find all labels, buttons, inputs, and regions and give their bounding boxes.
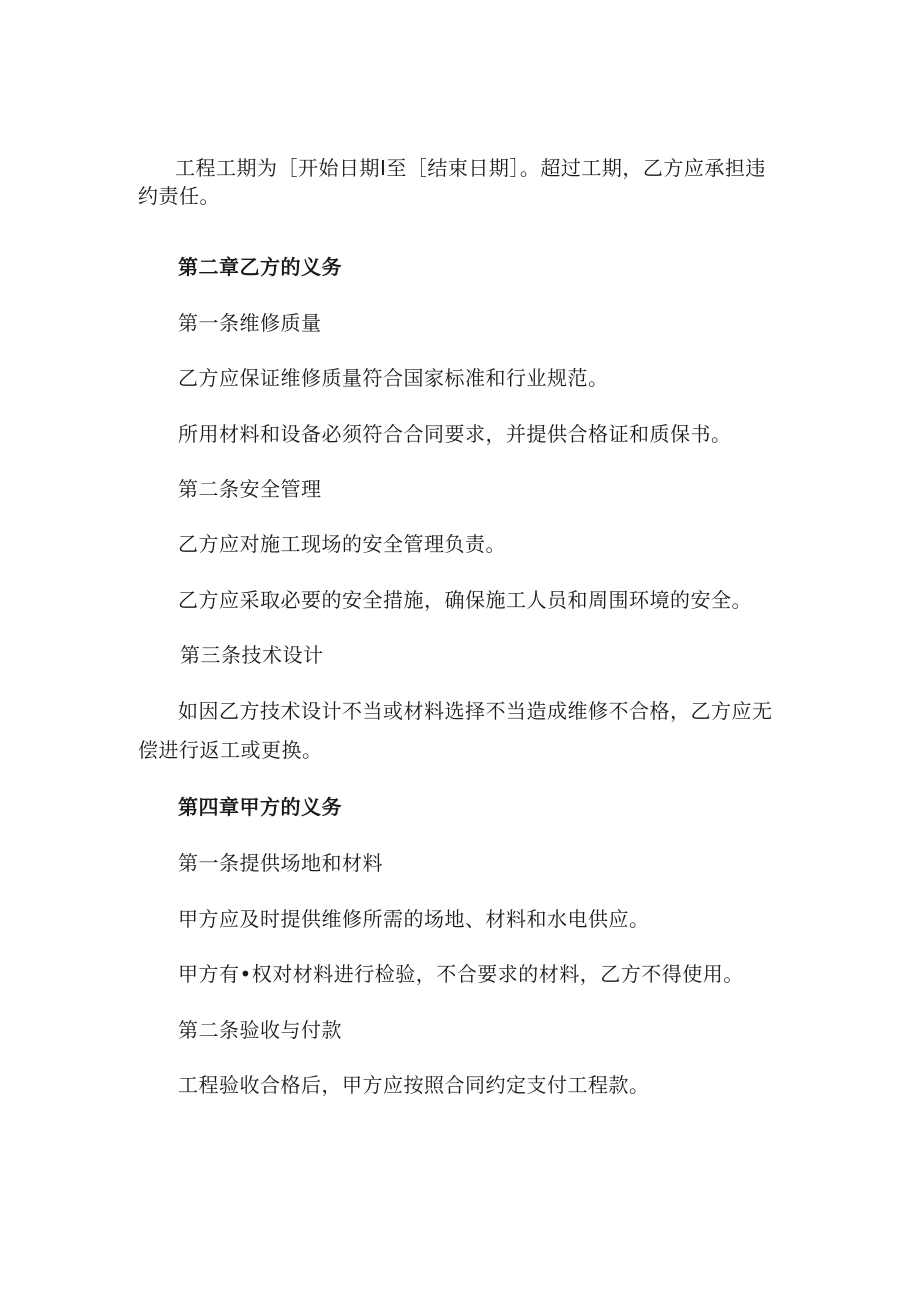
chapter-4-article-1-paragraph-1: 甲方应及时提供维修所需的场地、材料和水电供应。 [178,907,650,931]
chapter-2-article-1-title: 第一条维修质量 [178,311,322,335]
chapter-2-article-3-title: 第三条技术设计 [180,643,324,667]
chapter-4-article-1-title: 第一条提供场地和材料 [178,851,383,875]
schedule-paragraph-line-2: 约责任。 [138,184,220,208]
chapter-2-article-3-paragraph-line-1: 如因乙方技术设计不当或材料选择不当造成维修不合格，乙方应无 [178,699,773,723]
chapter-2-article-1-paragraph-1: 乙方应保证维修质量符合国家标准和行业规范。 [178,366,609,390]
chapter-2-article-1-paragraph-2: 所用材料和设备必须符合合同要求，并提供合格证和质保书。 [178,422,732,446]
chapter-4-article-1-paragraph-2: 甲方有•权对材料进行检验，不合要求的材料，乙方不得使用。 [178,962,744,986]
chapter-2-article-2-title: 第二条安全管理 [178,477,322,501]
chapter-2-article-3-paragraph-line-2: 偿进行返工或更换。 [138,738,323,762]
chapter-2-heading: 第二章乙方的义务 [178,255,342,279]
chapter-4-article-2-paragraph-1: 工程验收合格后，甲方应按照合同约定支付工程款。 [178,1073,650,1097]
chapter-2-article-2-paragraph-2: 乙方应采取必要的安全措施，确保施工人员和周围环境的安全。 [178,588,752,612]
schedule-paragraph-line-1: 工程工期为［开始日期Ⅰ至［结束日期］。超过工期，乙方应承担违 [175,156,766,180]
chapter-2-article-2-paragraph-1: 乙方应对施工现场的安全管理负责。 [178,532,506,556]
chapter-4-heading: 第四章甲方的义务 [178,795,342,819]
chapter-4-article-2-title: 第二条验收与付款 [178,1018,342,1042]
